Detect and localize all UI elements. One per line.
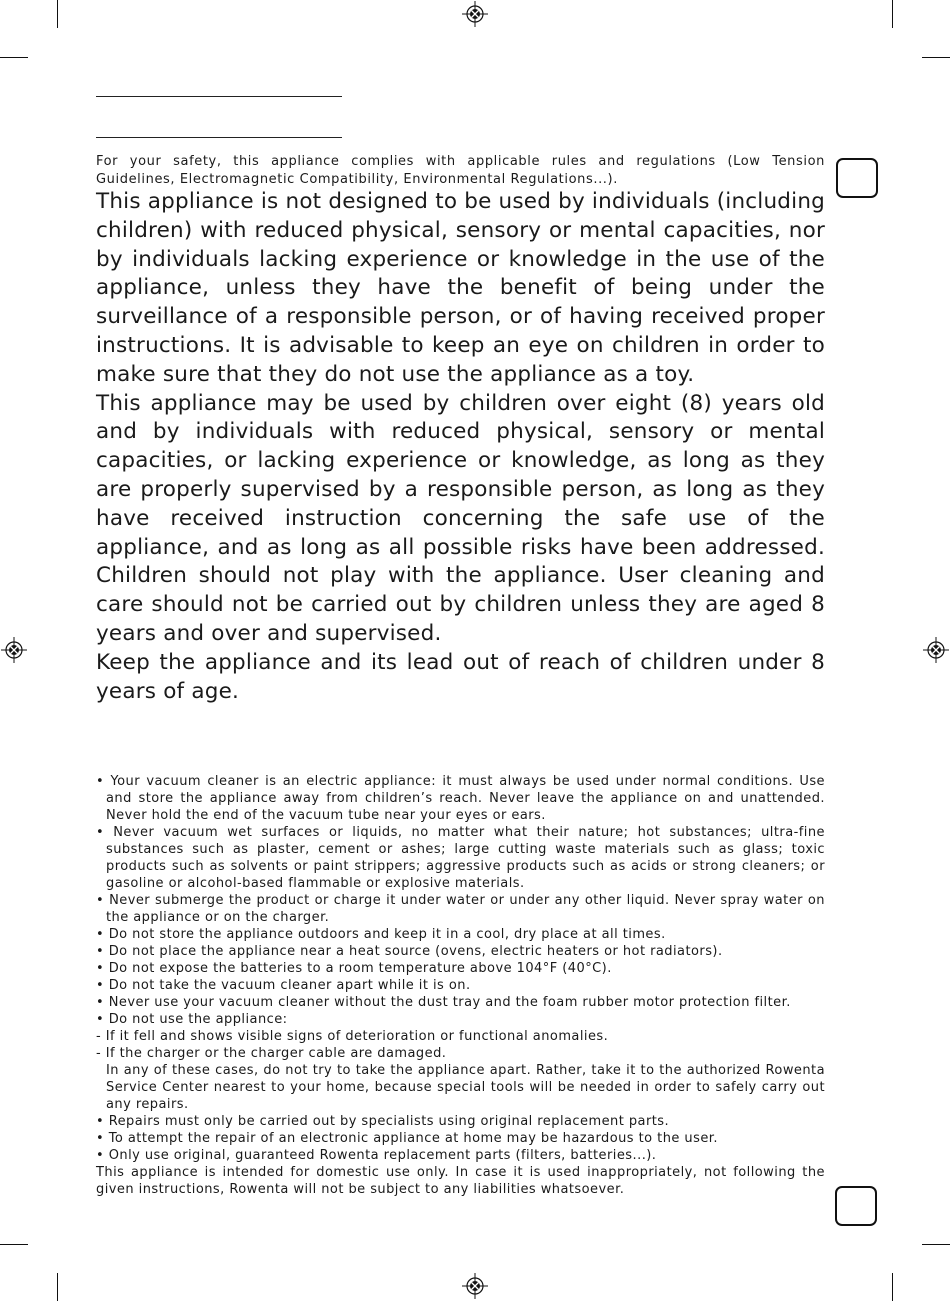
crop-mark	[57, 1273, 58, 1301]
children-use-paragraph: This appliance may be used by children over eight (8) years old and by individuals with reduced physical, sensory or mental capacities, or lacking experience or knowledge, as long as they are properly supervised by a responsible person, as long as they have received instruction concerning the safe use of the appliance, and as long as all possible risks have been addressed. Children should not play with the appliance. User cleaning and care should not be carried out by children unless they are aged 8 years and over and supervised.	[96, 390, 825, 646]
supervision-paragraph: This appliance is not designed to be used by individuals (including children) with reduced physical, sensory or mental capacities, nor by individuals lacking experience or knowledge in the use of the appliance, unless they have the benefit of being under the surveillance of a responsible person, or of having received proper instructions. It is advisable to keep an eye on children in order to make sure that they do not use the appliance as a toy.	[96, 189, 825, 387]
crop-mark	[892, 1273, 893, 1301]
repair-note: In any of these cases, do not try to take the appliance apart. Rather, take it to the authorized Rowenta Service Center nearest to your home, because special tools will be needed in order to safely carry out any repairs.	[106, 1063, 825, 1112]
crop-mark	[892, 0, 893, 28]
list-item: • Only use original, guaranteed Rowenta replacement parts (filters, batteries...).	[96, 1148, 657, 1163]
list-item: • Never submerge the product or charge it under water or under any other liquid. Never spray water on the appliance or on the charger.	[96, 893, 825, 925]
list-item: • Never use your vacuum cleaner without the dust tray and the foam rubber motor protection filter.	[96, 995, 791, 1010]
crop-mark	[922, 1244, 950, 1245]
compliance-intro: For your safety, this appliance complies with applicable rules and regulations (Low Tension Guidelines, Electromagnetic Compatibility, Environmental Regulations...).	[96, 154, 825, 187]
list-item: • Do not place the appliance near a heat source (ovens, electric heaters or hot radiators).	[96, 944, 723, 959]
sub-item: - If the charger or the charger cable are damaged.	[96, 1046, 447, 1061]
sub-item: - If it fell and shows visible signs of deterioration or functional anomalies.	[96, 1029, 609, 1044]
list-item: • Do not take the vacuum cleaner apart while it is on.	[96, 978, 471, 993]
safety-instructions	[96, 773, 825, 1198]
list-item: • Never vacuum wet surfaces or liquids, no matter what their nature; hot substances; ultra-fine substances such as plaster, cement or ashes; large cutting waste materials such as glass; toxic products such as solvents or paint strippers; aggressive products such as acids or strong cleaners; or gasoline or alcohol-based flammable or explosive materials.	[96, 825, 825, 891]
list-item: • To attempt the repair of an electronic appliance at home may be hazardous to the user.	[96, 1131, 718, 1146]
crop-mark	[0, 1244, 28, 1245]
registration-mark-icon	[462, 1273, 488, 1299]
children-safety-section	[96, 188, 825, 706]
list-item: • Repairs must only be carried out by specialists using original replacement parts.	[96, 1114, 670, 1129]
registration-mark-icon	[1, 637, 27, 663]
reach-paragraph: Keep the appliance and its lead out of reach of children under 8 years of age.	[96, 649, 825, 704]
list-item: • Do not store the appliance outdoors and keep it in a cool, dry place at all times.	[96, 927, 666, 942]
list-item: • Do not expose the batteries to a room temperature above 104°F (40°C).	[96, 961, 612, 976]
crop-mark	[0, 57, 28, 58]
language-tab-box	[836, 158, 878, 198]
crop-mark	[57, 0, 58, 28]
header-rule	[96, 96, 342, 97]
header-rule	[96, 137, 342, 138]
registration-mark-icon	[923, 637, 949, 663]
domestic-use-note: This appliance is intended for domestic use only. In case it is used inappropriately, not following the given instructions, Rowenta will not be subject to any liabilities whatsoever.	[96, 1165, 825, 1197]
registration-mark-icon	[462, 1, 488, 27]
list-item: • Do not use the appliance:	[96, 1012, 288, 1027]
list-item: • Your vacuum cleaner is an electric appliance: it must always be used under normal conditions. Use and store the appliance away from children’s reach. Never leave the appliance on and unattended. Never hold the end of the vacuum tube near your eyes or ears.	[96, 774, 825, 823]
page-number-box	[835, 1186, 877, 1226]
crop-mark	[922, 57, 950, 58]
